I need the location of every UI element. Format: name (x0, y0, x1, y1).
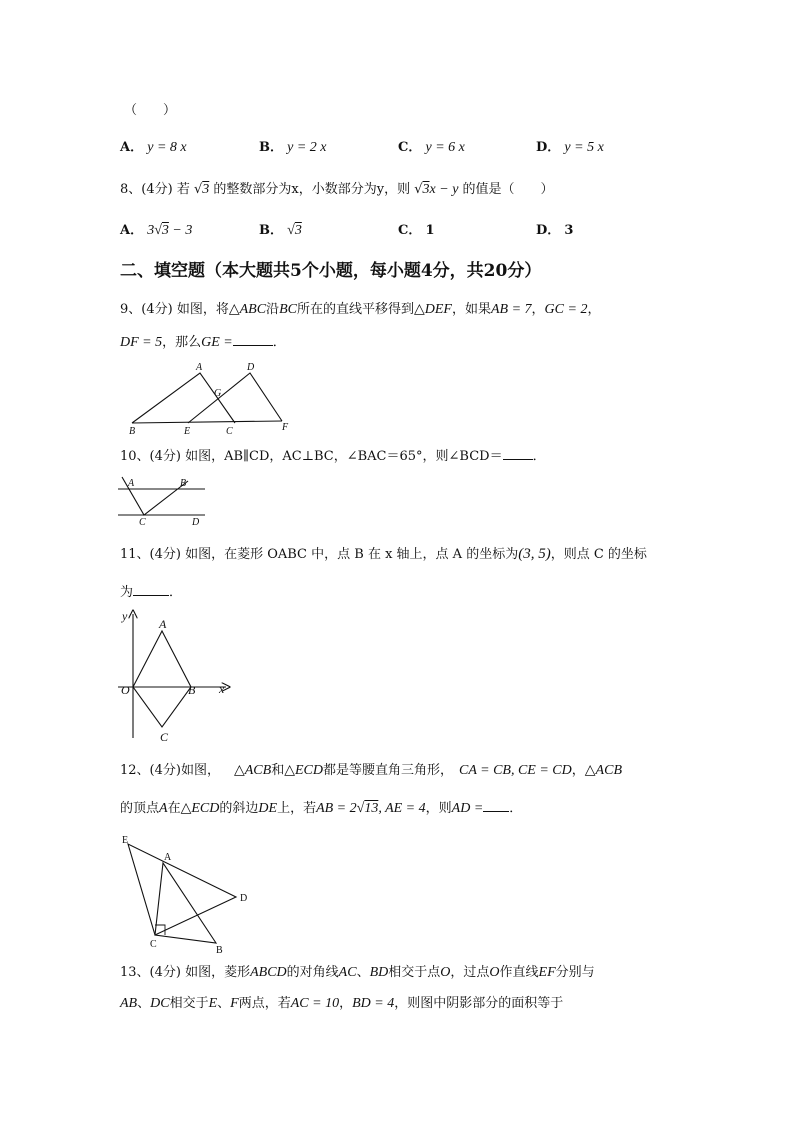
q9-text: ， (531, 302, 545, 317)
label-a: A (128, 478, 135, 489)
label-d: D (247, 362, 255, 373)
sqrt-expr: √3 (193, 182, 210, 197)
q11-figure (118, 610, 233, 745)
q9-math: AB = 7 (490, 302, 532, 317)
option-value: 1 (425, 223, 435, 238)
q12-text: 都是等腰直角三角形， (322, 763, 453, 778)
base-line (132, 421, 282, 423)
label-b: B (188, 683, 196, 697)
option-label: C． (398, 223, 422, 238)
label-a: A (159, 617, 167, 631)
answer-blank[interactable] (133, 583, 169, 596)
q12-text: 和 (271, 763, 285, 778)
q13-text: 相交于 (169, 996, 209, 1011)
q13-text: 相交于点 (388, 965, 441, 980)
q13-text: 、 (356, 965, 370, 980)
q11-coordinate: (3, 5) (518, 546, 551, 562)
q8-text: 的整数部分为x，小数部分为y，则 (213, 182, 411, 197)
option-label: A． (120, 223, 144, 238)
q8-expr: x − y (429, 182, 459, 197)
option-label: B． (259, 223, 283, 238)
label-c: C (160, 730, 169, 744)
q13-text: 13、(4分) 如图，菱形 (120, 965, 251, 980)
label-d: D (192, 517, 200, 528)
answer-blank[interactable] (503, 447, 533, 460)
q8-option-b (259, 222, 302, 240)
q9-text: ，如果 (451, 302, 491, 317)
q7-option-c (398, 139, 465, 157)
q11-text: 11、(4分) 如图，在菱形 OABC 中，点 B 在 x 轴上，点 A 的坐标为 (120, 547, 519, 562)
q12-text: ，则 (425, 801, 452, 816)
option-label: D． (536, 140, 561, 155)
q13-text: ，则图中阴影部分的面积等于 (394, 996, 564, 1011)
option-expr: y = 5 x (564, 140, 604, 155)
option-label: A． (120, 140, 144, 155)
q8-option-d (536, 222, 573, 240)
q13-text: 两点，若 (238, 996, 291, 1011)
label-b: B (129, 426, 136, 437)
q12-math: △ACB (233, 763, 272, 778)
option-label: D． (536, 223, 561, 238)
q12-text: ， (571, 763, 585, 778)
q12-math: △ECD (180, 801, 220, 816)
label-a: A (164, 852, 172, 863)
q12-figure (118, 830, 258, 955)
q9-math: △DEF (413, 302, 452, 317)
q12-math: , AE = 4 (378, 801, 426, 816)
q12-text: 12、(4分)如图， (120, 763, 220, 778)
q9-math: BC (279, 302, 297, 317)
q9-figure (120, 360, 290, 435)
section-title: 二、填空题（本大题共5个小题，每小题4分，共20分） (120, 261, 542, 281)
q8-stem (120, 181, 554, 199)
q12-text: 的顶点 (120, 801, 160, 816)
label-b: B (216, 945, 223, 956)
q13-text: ，过点 (450, 965, 490, 980)
q10-text: ． (532, 449, 546, 464)
q13-line1 (120, 964, 595, 982)
q7-option-a (120, 139, 187, 157)
q13-math: O (440, 965, 451, 980)
label-d: D (240, 893, 248, 904)
q12-line1 (120, 762, 622, 780)
q12-text: 在 (167, 801, 181, 816)
option-expr: y = 8 x (147, 140, 187, 155)
q13-text: 、 (217, 996, 231, 1011)
label-x: x (219, 682, 225, 696)
q10-figure (118, 473, 218, 528)
right-angle-mark (155, 925, 165, 935)
label-a: A (196, 362, 203, 373)
q11-text: ，则点 C 的坐标 (550, 547, 647, 562)
q13-math: BD = 4 (352, 996, 395, 1011)
q13-math: O (489, 965, 500, 980)
q11-text: 为 (120, 585, 134, 600)
label-c: C (150, 939, 157, 950)
q9-math: △ABC (228, 302, 267, 317)
label-c: C (139, 517, 146, 528)
option-value: 3 (564, 223, 574, 238)
q9-math: GE = (201, 335, 233, 350)
q13-math: AC = 10 (290, 996, 340, 1011)
q7-answer-paren: （ ） (124, 103, 177, 118)
q10-stem (120, 447, 546, 466)
q8-option-a (120, 222, 192, 240)
q12-text: ． (509, 801, 523, 816)
q9-math: GC = 2 (544, 302, 588, 317)
q13-line2 (120, 995, 563, 1013)
label-c: C (226, 426, 233, 437)
triangle-def (188, 373, 282, 423)
rhombus-oabc (133, 631, 191, 727)
q13-text: ， (339, 996, 353, 1011)
q9-text: ． (272, 335, 286, 350)
q9-line2 (120, 333, 286, 352)
label-e: E (122, 835, 129, 846)
q12-math: AB = 2 (316, 801, 357, 816)
triangle-ecd (128, 844, 236, 935)
answer-blank[interactable] (233, 333, 273, 346)
q13-math: AB (120, 996, 138, 1011)
q13-text: 、 (137, 996, 151, 1011)
q13-math: BD (369, 965, 389, 980)
sqrt-expr: √13 (356, 801, 379, 816)
sqrt-expr: √3 (414, 182, 430, 197)
q9-text: ，那么 (162, 335, 202, 350)
q12-math: A (159, 801, 168, 816)
q13-math: DC (150, 996, 170, 1011)
q13-math: AC (338, 965, 357, 980)
q12-math: AD = (451, 801, 484, 816)
q13-text: 分别与 (555, 965, 595, 980)
option-expr: 3√3 − 3 (147, 223, 193, 238)
q9-text: 沿 (266, 302, 280, 317)
q13-text: 的对角线 (286, 965, 339, 980)
label-g: G (214, 388, 222, 399)
q11-text: ． (169, 585, 183, 600)
q7-option-b (259, 139, 327, 157)
label-f: F (282, 422, 289, 433)
label-e: E (184, 426, 191, 437)
option-label: B． (259, 140, 283, 155)
q12-math: △ACB (584, 763, 622, 778)
option-expr: √3 (287, 223, 302, 238)
label-o: O (121, 683, 130, 697)
q9-text: ， (587, 302, 601, 317)
q13-math: EF (538, 965, 556, 980)
q10-text: 10、(4分) 如图，AB∥CD，AC⊥BC，∠BAC＝65°，则∠BCD＝ (120, 449, 503, 464)
q13-math: ABCD (250, 965, 287, 980)
q9-text: 9、(4分) 如图，将 (120, 302, 229, 317)
q8-text-end: 的值是（ ） (462, 182, 554, 197)
q13-math: F (230, 996, 239, 1011)
q7-option-d (536, 139, 604, 157)
answer-blank[interactable] (483, 799, 509, 812)
q11-line2 (120, 583, 182, 602)
option-expr: y = 2 x (287, 140, 327, 155)
q12-text: 上，若 (277, 801, 317, 816)
q12-math: DE (258, 801, 278, 816)
label-b: B (180, 478, 187, 489)
label-y: y (122, 609, 128, 623)
q8-number: 8、(4分) 若 (120, 182, 190, 197)
option-label: C． (398, 140, 422, 155)
q13-text: 作直线 (499, 965, 539, 980)
q12-line2 (120, 799, 522, 818)
q9-math: DF = 5 (120, 335, 163, 350)
q9-text: 所在的直线平移得到 (296, 302, 414, 317)
q9-line1 (120, 301, 600, 319)
q12-text: 的斜边 (219, 801, 259, 816)
q12-math: △ECD (284, 763, 323, 778)
q13-math: E (208, 996, 218, 1011)
option-expr: y = 6 x (425, 140, 465, 155)
q12-math: CA = CB, CE = CD (459, 763, 572, 778)
q8-option-c (398, 222, 435, 240)
q11-line1 (120, 545, 647, 564)
